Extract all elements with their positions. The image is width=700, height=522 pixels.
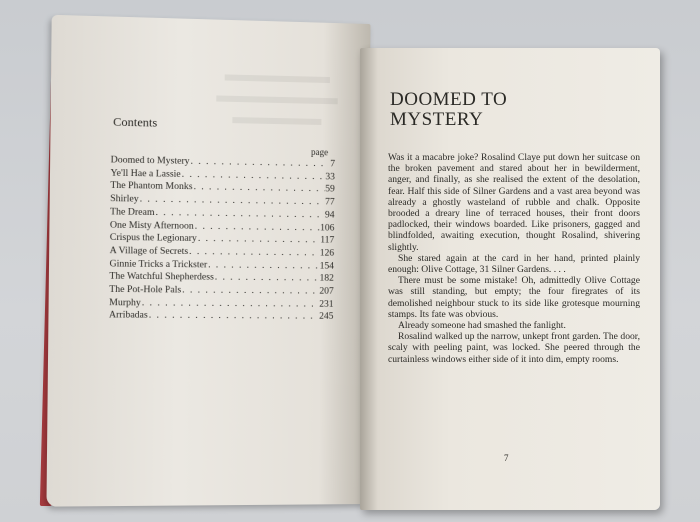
toc-title: Doomed to Mystery	[110, 155, 190, 167]
show-through-text	[206, 68, 348, 141]
toc-title: The Watchful Shepherdess	[109, 271, 214, 283]
chapter-body	[388, 152, 640, 365]
toc-title: Murphy	[109, 297, 141, 309]
toc-page: 117	[320, 235, 335, 246]
toc-page: 182	[319, 273, 334, 285]
toc-title: Ye'll Hae a Lassie	[110, 168, 181, 180]
page-number: 7	[504, 453, 509, 463]
contents-heading: Contents	[113, 114, 158, 130]
toc-leader	[208, 259, 319, 273]
toc-title: The Dream	[110, 207, 155, 218]
toc-title: Shirley	[110, 194, 139, 205]
toc-title: The Phantom Monks	[110, 181, 193, 193]
toc-page: 231	[319, 299, 334, 310]
toc-page: 126	[319, 248, 335, 259]
chapter-title	[390, 90, 630, 130]
toc-title: Ginnie Tricks a Trickster	[109, 258, 208, 271]
paragraph: There must be some mistake! Oh, admittedly Olive Cottage was still standing, but empty; the four firegrates of its demolished neighbour stuck to its side like grotesque mourning stamps. Its fate was obvious.	[388, 275, 640, 320]
toc-page: 7	[330, 159, 336, 170]
chapter-title-line: DOOMED TO	[390, 89, 508, 110]
contents-page	[46, 15, 370, 507]
paragraph: She stared again at the card in her hand, printed plainly enough: Olive Cottage, 31 Silner Gardens. . . .	[388, 252, 640, 276]
paragraph: Was it a macabre joke? Rosalind Claye put down her suitcase on the broken pavement and stared about her in bewilderment, anger, and finally, as she realised the extent of the desolation, fear. Half this side of Silner Gardens and a vast area beyond was already a ghostly wasteland of rubble and chalk. Opposite brooded a dreary line of terraced houses, their front doors padlocked, their windows boarded. Like prisoners, gagged and blindfolded, awaiting execution, thought Rosalind, shivering slightly.	[388, 152, 640, 253]
toc-page: 59	[325, 184, 335, 195]
chapter-title-line: MYSTERY	[390, 109, 484, 130]
toc-title: A Village of Secrets	[109, 245, 189, 257]
table-of-contents	[109, 154, 335, 324]
toc-title: Arribadas	[108, 310, 148, 322]
toc-leader	[215, 272, 319, 286]
paragraph: Rosalind walked up the narrow, unkept front garden. The door, scaly with peeling paint, was locked. She peered through the curtainless windows either side of it into dim, empty rooms.	[388, 331, 640, 365]
toc-page: 154	[319, 261, 335, 272]
toc-title: Crispus the Legionary	[109, 232, 197, 245]
toc-leader	[182, 284, 318, 298]
toc-title: The Pot-Hole Pals	[109, 284, 182, 296]
toc-entry	[109, 310, 334, 324]
toc-leader	[149, 310, 318, 324]
page-column-label: page	[311, 146, 329, 158]
toc-title: One Misty Afternoon	[109, 219, 194, 232]
paragraph: Already someone had smashed the fanlight.	[398, 320, 566, 332]
toc-page: 245	[319, 312, 334, 323]
chapter-page	[360, 48, 660, 510]
toc-page: 207	[319, 286, 334, 297]
toc-leader	[142, 297, 319, 311]
toc-page: 77	[325, 197, 335, 208]
toc-page: 106	[320, 222, 335, 234]
toc-page: 94	[324, 210, 335, 221]
toc-page: 33	[325, 171, 335, 183]
